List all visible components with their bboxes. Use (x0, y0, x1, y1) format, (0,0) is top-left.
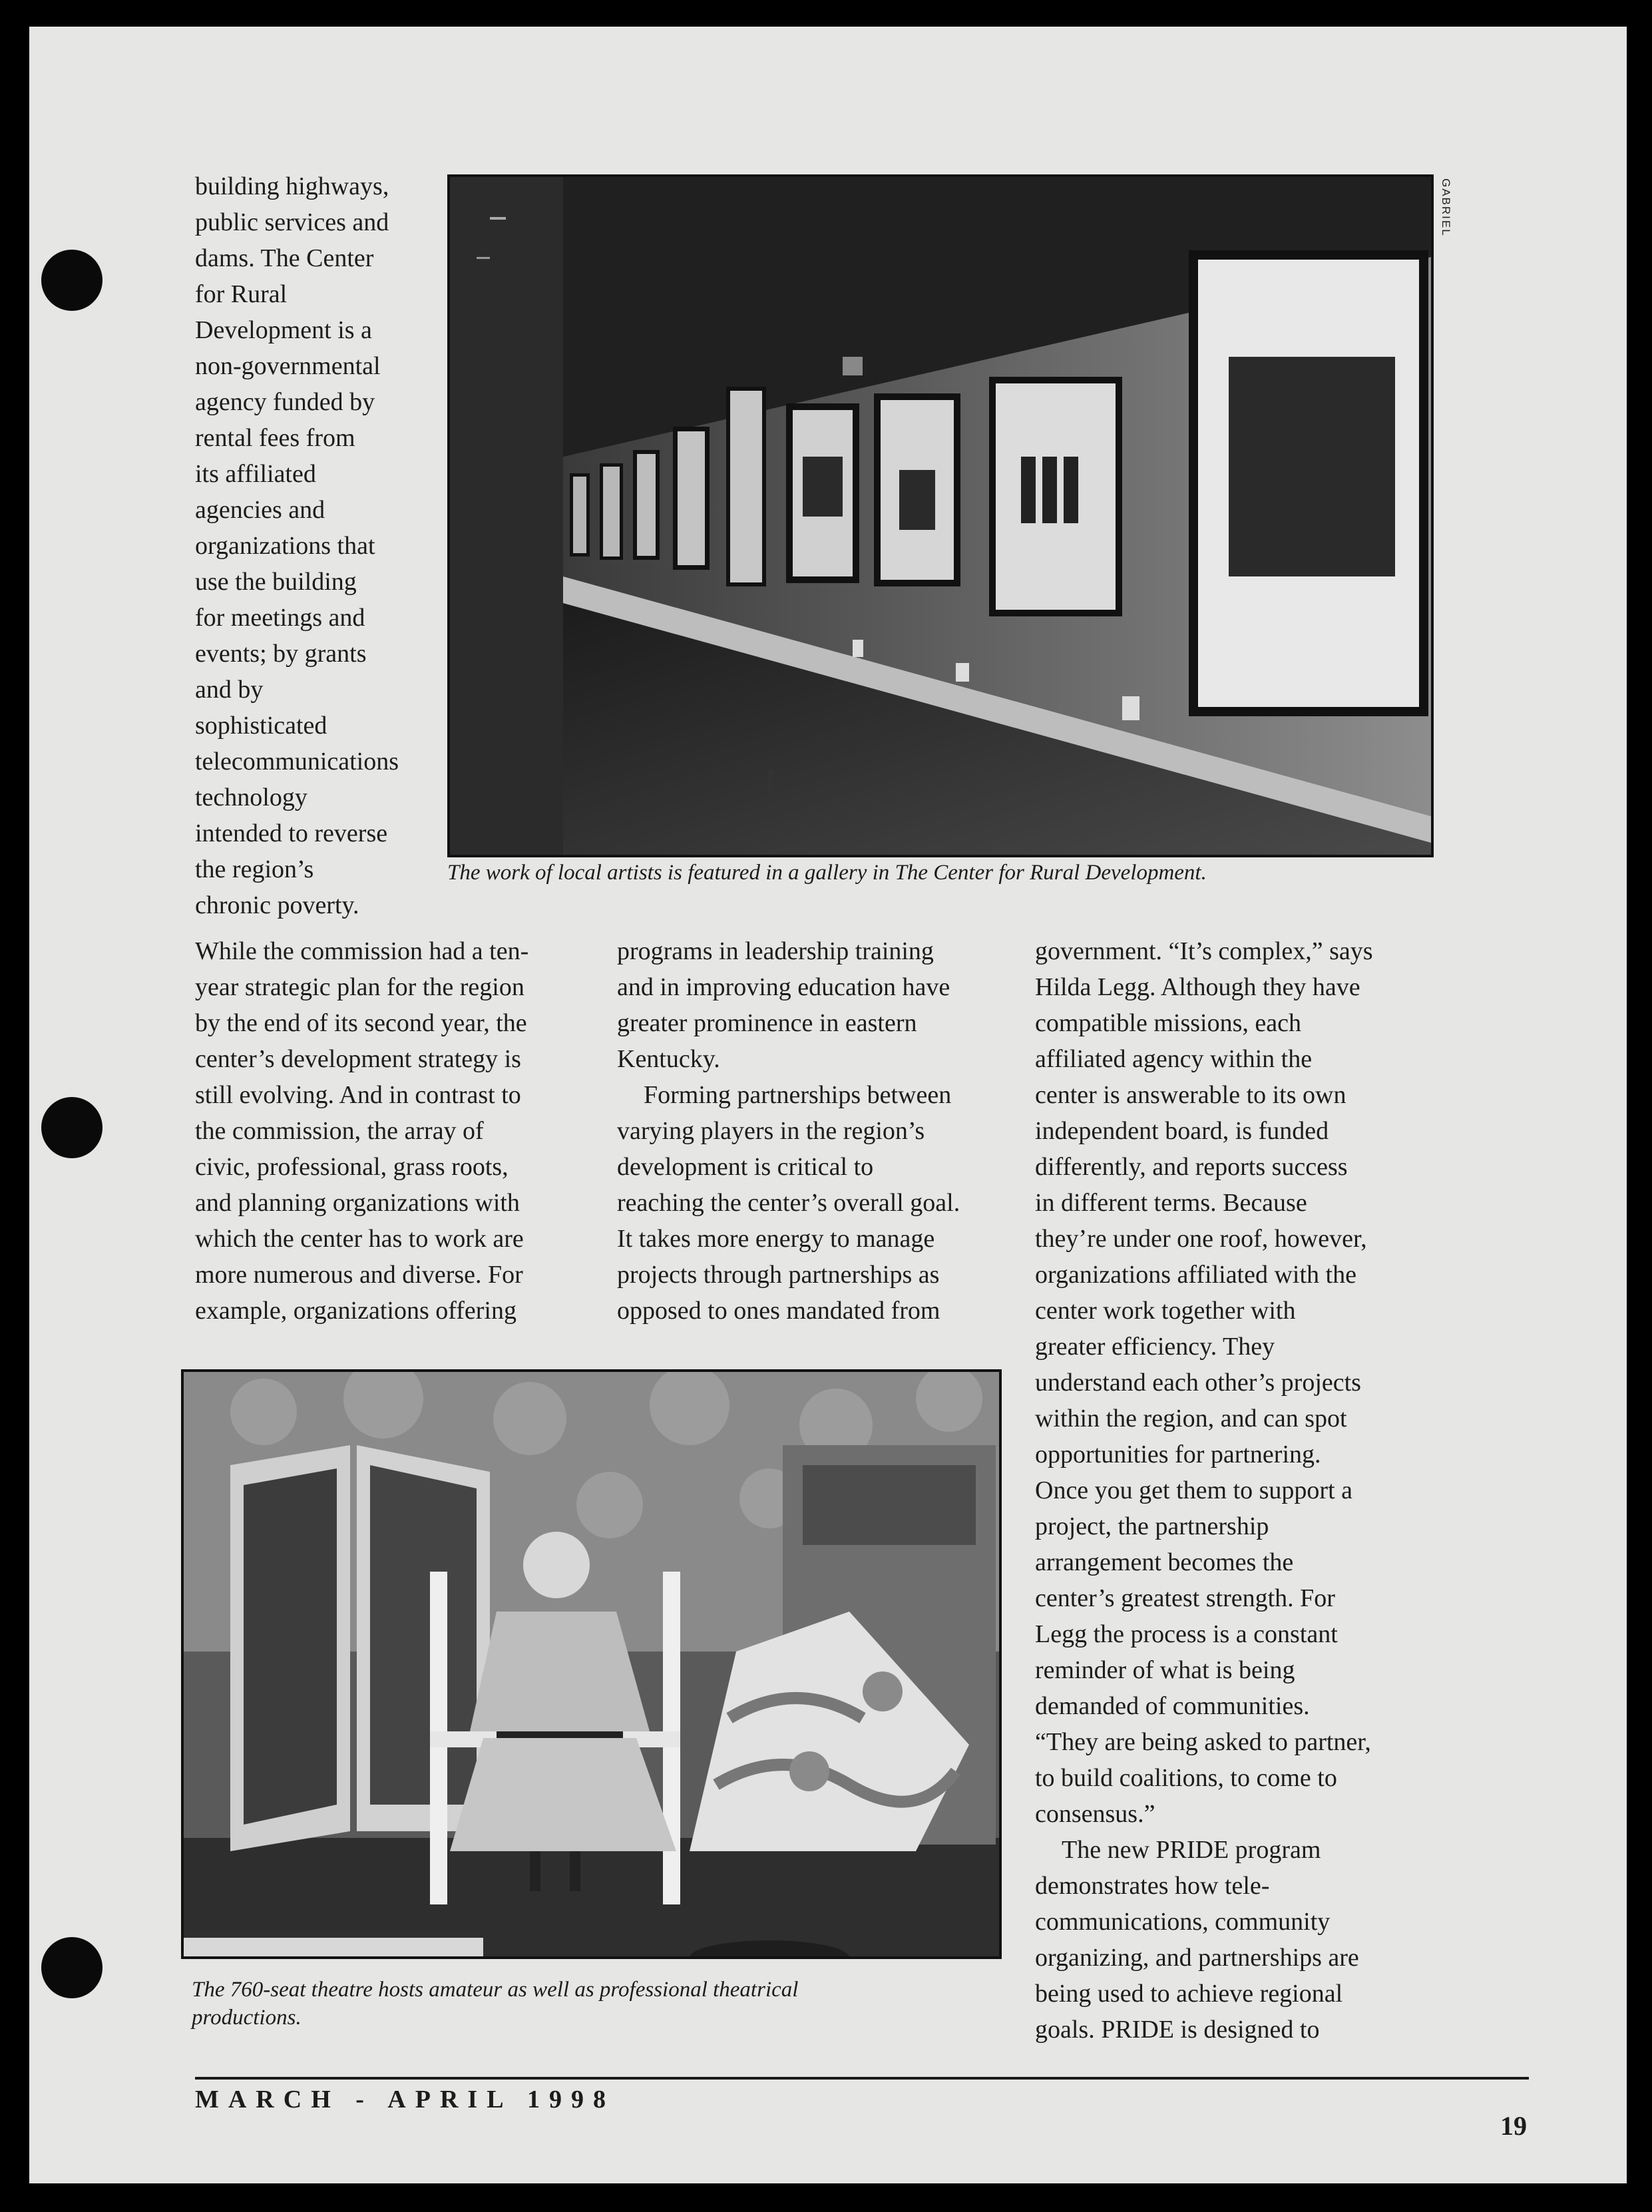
column-1-top-text (195, 168, 448, 923)
text-line: use the building (195, 568, 357, 596)
gallery-photo-caption: The work of local artists is featured in a gallery in The Center for Rural Development. (447, 861, 1207, 885)
text-line: organizations that (195, 532, 375, 560)
text-line: Legg the process is a constant (1035, 1620, 1338, 1648)
text-line: events; by grants (195, 640, 367, 668)
text-line: affiliated agency within the (1035, 1045, 1313, 1073)
magazine-page (29, 27, 1627, 2183)
text-line: example, organizations offering (195, 1297, 516, 1325)
text-line: understand each other’s projects (1035, 1369, 1361, 1397)
text-line: center’s development strategy is (195, 1045, 521, 1073)
text-line: telecommunications (195, 748, 399, 775)
column-3-text (1035, 933, 1461, 2048)
text-line: which the center has to work are (195, 1225, 524, 1253)
text-line: programs in leadership training (617, 937, 934, 965)
text-line: civic, professional, grass roots, (195, 1153, 509, 1181)
text-line: for Rural (195, 280, 288, 308)
text-line: intended to reverse (195, 819, 388, 847)
text-line: development is critical to (617, 1153, 874, 1181)
text-line: opposed to ones mandated from (617, 1297, 940, 1325)
text-line: more numerous and diverse. For (195, 1261, 523, 1289)
text-line: center work together with (1035, 1297, 1296, 1325)
text-line: and in improving education have (617, 973, 950, 1001)
text-line: “They are being asked to partner, (1035, 1728, 1371, 1756)
text-line: by the end of its second year, the (195, 1009, 527, 1037)
text-line: public services and (195, 208, 389, 236)
page-number: 19 (1500, 2111, 1527, 2141)
issue-date: MARCH - APRIL 1998 (195, 2086, 615, 2113)
theatre-photo-illustration (184, 1372, 999, 1956)
text-line: to build coalitions, to come to (1035, 1764, 1337, 1792)
text-line: center’s greatest strength. For (1035, 1584, 1335, 1612)
text-line: opportunities for partnering. (1035, 1440, 1321, 1468)
text-line: non-governmental (195, 352, 381, 380)
text-line: building highways, (195, 172, 389, 200)
text-line: consensus.” (1035, 1800, 1155, 1828)
text-line: project, the partnership (1035, 1512, 1269, 1540)
text-line: communications, community (1035, 1908, 1331, 1936)
text-line: chronic poverty. (195, 891, 359, 919)
gallery-photo (447, 174, 1434, 857)
text-line: demonstrates how tele- (1035, 1872, 1270, 1900)
text-line: agencies and (195, 496, 325, 524)
text-line: Once you get them to support a (1035, 1476, 1353, 1504)
text-line: It takes more energy to manage (617, 1225, 935, 1253)
theatre-photo (181, 1369, 1002, 1959)
text-line: reminder of what is being (1035, 1656, 1295, 1684)
column-1-text (195, 933, 581, 1329)
caption-line: The 760-seat theatre hosts amateur as well as professional theatrical (192, 1978, 799, 2002)
text-line: differently, and reports success (1035, 1153, 1348, 1181)
text-line: rental fees from (195, 424, 355, 452)
text-line: organizations affiliated with the (1035, 1261, 1356, 1289)
text-line: independent board, is funded (1035, 1117, 1329, 1145)
column-2-text (617, 933, 1003, 1329)
text-line: Development is a (195, 316, 372, 344)
text-line: The new PRIDE program (1062, 1836, 1321, 1864)
text-line: varying players in the region’s (617, 1117, 925, 1145)
text-line: being used to achieve regional (1035, 1980, 1343, 2008)
text-line: While the commission had a ten- (195, 937, 529, 965)
binder-hole-bottom (41, 1937, 103, 1998)
text-line: demanded of communities. (1035, 1692, 1310, 1720)
text-line: goals. PRIDE is designed to (1035, 2016, 1320, 2044)
text-line: its affiliated (195, 460, 316, 488)
text-line: greater prominence in eastern (617, 1009, 917, 1037)
text-line: they’re under one roof, however, (1035, 1225, 1367, 1253)
text-line: in different terms. Because (1035, 1189, 1307, 1217)
text-line: compatible missions, each (1035, 1009, 1301, 1037)
theatre-photo-caption (192, 1976, 1044, 2032)
text-line: Forming partnerships between (644, 1081, 952, 1109)
text-line: for meetings and (195, 604, 365, 632)
text-line: Kentucky. (617, 1045, 720, 1073)
text-line: within the region, and can spot (1035, 1405, 1347, 1433)
text-line: greater efficiency. They (1035, 1333, 1275, 1361)
text-line: organizing, and partnerships are (1035, 1944, 1359, 1972)
text-line: reaching the center’s overall goal. (617, 1189, 960, 1217)
text-line: the region’s (195, 855, 314, 883)
text-line: government. “It’s complex,” says (1035, 937, 1373, 965)
text-line: Hilda Legg. Although they have (1035, 973, 1360, 1001)
text-line: agency funded by (195, 388, 375, 416)
text-line: and by (195, 676, 264, 704)
caption-line: productions. (192, 2006, 302, 2030)
text-line: projects through partnerships as (617, 1261, 940, 1289)
footer-rule (195, 2077, 1529, 2080)
gallery-photo-illustration (450, 177, 1431, 855)
text-line: center is answerable to its own (1035, 1081, 1346, 1109)
text-line: year strategic plan for the region (195, 973, 524, 1001)
text-line: arrangement becomes the (1035, 1548, 1294, 1576)
text-line: still evolving. And in contrast to (195, 1081, 521, 1109)
text-line: dams. The Center (195, 244, 374, 272)
binder-hole-top (41, 250, 103, 311)
text-line: and planning organizations with (195, 1189, 520, 1217)
text-line: technology (195, 783, 308, 811)
binder-hole-middle (41, 1097, 103, 1158)
photo-credit: GABRIEL (1440, 178, 1452, 237)
text-line: sophisticated (195, 712, 327, 740)
text-line: the commission, the array of (195, 1117, 484, 1145)
